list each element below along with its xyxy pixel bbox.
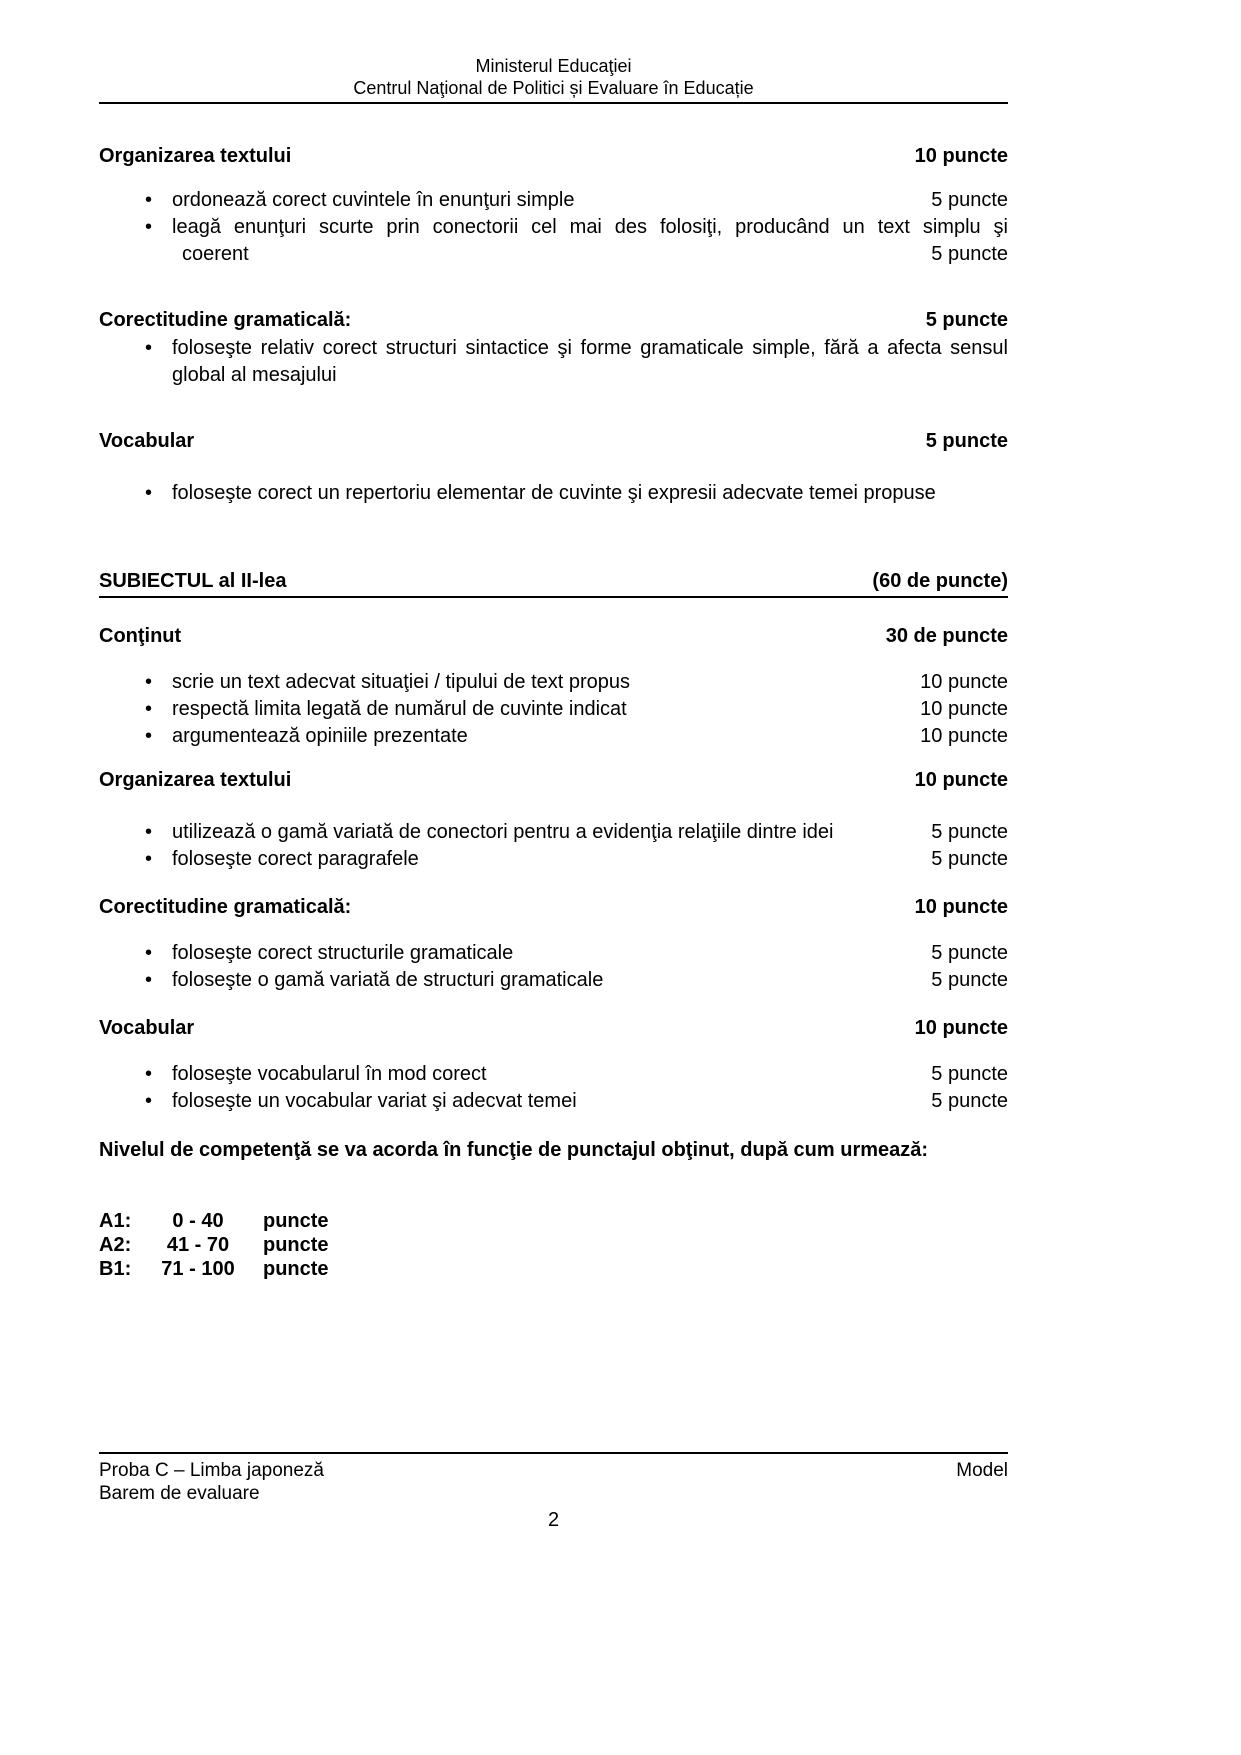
level-unit: puncte <box>263 1210 329 1232</box>
section-points: 10 puncte <box>914 1017 1008 1039</box>
document-footer <box>99 1452 1008 1532</box>
page-number: 2 <box>547 1509 560 1531</box>
section-points: 10 puncte <box>914 896 1008 918</box>
levels-table <box>99 1209 1008 1281</box>
bullet-points: 5 puncte <box>931 243 1008 265</box>
bullet-text: foloseşte o gamă variată de structuri gramaticale <box>172 969 604 991</box>
section-points: 5 puncte <box>925 309 1008 331</box>
level-row <box>99 1209 1008 1233</box>
section-heading-row <box>99 308 1008 333</box>
bullet-text: foloseşte relativ corect structuri sintactice şi forme gramaticale simple, fără a afecta sensul global al mesajului <box>172 337 1008 386</box>
section-heading: Corectitudine gramaticală: <box>99 309 352 331</box>
levels-intro: Nivelul de competenţă se va acorda în funcţie de punctajul obţinut, după cum urmează: <box>99 1139 929 1161</box>
section-heading-row <box>99 768 1008 793</box>
bullet-text: respectă limita legată de numărul de cuvinte indicat <box>172 698 627 720</box>
list-item <box>99 940 1008 967</box>
footer-row <box>99 1459 1008 1482</box>
bullet-list <box>99 335 1008 389</box>
bullet-text: foloseşte corect paragrafele <box>172 848 419 870</box>
bullet-list <box>99 669 1008 750</box>
level-label: A2: <box>99 1234 132 1256</box>
level-range: 41 - 70 <box>166 1234 230 1256</box>
level-unit: puncte <box>263 1258 329 1280</box>
bullet-points: 5 puncte <box>931 189 1008 211</box>
bullet-icon <box>145 214 172 268</box>
bullet-icon <box>145 335 172 389</box>
bullet-text: ordonează corect cuvintele în enunţuri simple <box>172 189 575 211</box>
section-heading-row <box>99 429 1008 454</box>
bullet-points: 5 puncte <box>931 848 1008 870</box>
section-heading: Organizarea textului <box>99 145 292 167</box>
bullet-text: foloseşte corect structurile gramaticale <box>172 942 514 964</box>
level-row <box>99 1257 1008 1281</box>
section-points: 5 puncte <box>925 430 1008 452</box>
section-heading-row <box>99 1016 1008 1041</box>
bullet-icon <box>145 1088 172 1115</box>
page-content <box>99 0 1008 1281</box>
section-heading: Vocabular <box>99 1017 195 1039</box>
list-item <box>99 335 1008 389</box>
section-heading: Conţinut <box>99 625 182 647</box>
list-item <box>99 967 1008 994</box>
bullet-list <box>99 819 1008 873</box>
bullet-icon <box>145 846 172 873</box>
header-ministry: Ministerul Educaţiei <box>475 56 632 76</box>
bullet-points: 10 puncte <box>920 698 1008 720</box>
subject-title: SUBIECTUL al II-lea <box>99 570 287 592</box>
bullet-text: argumentează opiniile prezentate <box>172 725 468 747</box>
bullet-icon <box>145 723 172 750</box>
level-range: 0 - 40 <box>172 1210 224 1232</box>
bullet-points: 5 puncte <box>931 821 1008 843</box>
bullet-points: 5 puncte <box>931 1090 1008 1112</box>
footer-doc-type: Barem de evaluare <box>99 1483 260 1504</box>
list-item <box>99 1088 1008 1115</box>
section-heading-row <box>99 144 1008 169</box>
bullet-points: 10 puncte <box>920 671 1008 693</box>
bullet-list <box>99 940 1008 994</box>
bullet-list <box>99 480 1008 507</box>
bullet-icon <box>145 669 172 696</box>
subject-heading-row <box>99 569 1008 598</box>
bullet-icon <box>145 940 172 967</box>
header-center: Centrul Naţional de Politici și Evaluare în Educație <box>353 78 754 98</box>
level-label: A1: <box>99 1210 132 1232</box>
bullet-icon <box>145 1061 172 1088</box>
level-range: 71 - 100 <box>161 1258 235 1280</box>
bullet-text: foloseşte vocabularul în mod corect <box>172 1063 487 1085</box>
level-unit: puncte <box>263 1234 329 1256</box>
bullet-icon <box>145 967 172 994</box>
bullet-text: foloseşte corect un repertoriu elementar de cuvinte şi expresii adecvate temei propuse <box>172 482 936 504</box>
footer-model-label: Model <box>956 1460 1008 1481</box>
section-points: 10 puncte <box>914 769 1008 791</box>
list-item <box>99 1061 1008 1088</box>
bullet-icon <box>145 819 172 846</box>
bullet-list <box>99 1061 1008 1115</box>
bullet-text: utilizează o gamă variată de conectori pentru a evidenţia relaţiile dintre idei <box>172 821 834 843</box>
bullet-icon <box>145 480 172 507</box>
list-item <box>99 669 1008 696</box>
bullet-content <box>172 214 1008 268</box>
list-item <box>99 480 1008 507</box>
section-heading: Corectitudine gramaticală: <box>99 896 352 918</box>
list-item <box>99 723 1008 750</box>
bullet-points: 10 puncte <box>920 725 1008 747</box>
level-row <box>99 1233 1008 1257</box>
bullet-text: foloseşte un vocabular variat şi adecvat temei <box>172 1090 577 1112</box>
bullet-points: 5 puncte <box>931 942 1008 964</box>
list-item <box>99 819 1008 846</box>
section-heading: Vocabular <box>99 430 195 452</box>
footer-exam-name: Proba C – Limba japoneză <box>99 1460 324 1481</box>
bullet-text: leagă enunţuri scurte prin conectorii cel mai des folosiţi, producând un text simplu şi <box>172 216 1008 238</box>
document-header <box>99 0 1008 99</box>
header-divider <box>99 102 1008 104</box>
section-heading-row <box>99 624 1008 649</box>
section-heading: Organizarea textului <box>99 769 292 791</box>
bullet-text-continuation: coerent <box>182 243 249 265</box>
footer-divider <box>99 1452 1008 1454</box>
section-heading-row <box>99 895 1008 920</box>
list-item <box>99 214 1008 268</box>
bullet-continuation-row <box>172 241 1008 268</box>
bullet-text: scrie un text adecvat situaţiei / tipului de text propus <box>172 671 631 693</box>
subject-points: (60 de puncte) <box>872 570 1008 592</box>
bullet-list <box>99 187 1008 268</box>
bullet-points: 5 puncte <box>931 969 1008 991</box>
section-points: 30 de puncte <box>885 625 1008 647</box>
level-label: B1: <box>99 1258 132 1280</box>
bullet-icon <box>145 187 172 214</box>
list-item <box>99 187 1008 214</box>
bullet-points: 5 puncte <box>931 1063 1008 1085</box>
list-item <box>99 846 1008 873</box>
section-points: 10 puncte <box>914 145 1008 167</box>
list-item <box>99 696 1008 723</box>
bullet-icon <box>145 696 172 723</box>
